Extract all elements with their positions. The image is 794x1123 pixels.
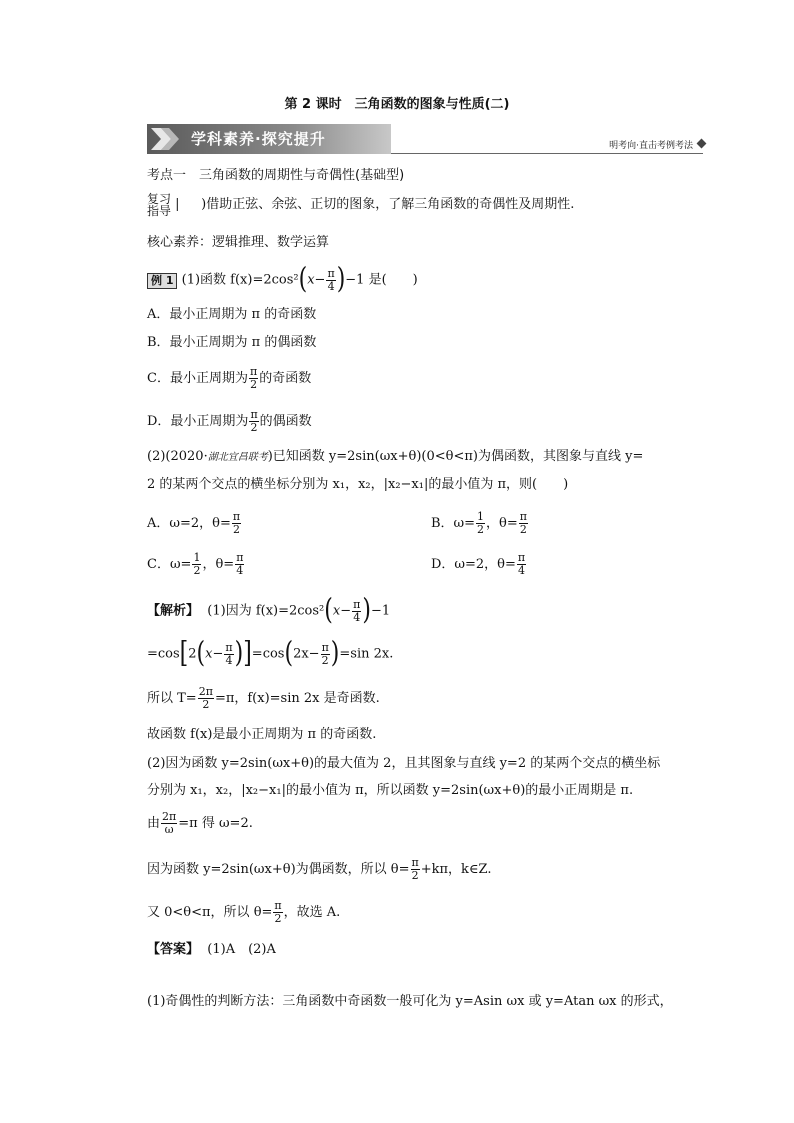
review-label-1: 复习 [147,192,172,206]
example2-option-c: C．ω= $\frac{1}{2}$ ，θ= $\frac{\pi}{4}$ [147,551,244,577]
fraction: $\frac{\pi}{2}$ [250,408,258,434]
chevron-arrows-icon [151,128,181,150]
review-label-2: 指导 [147,204,172,218]
diamond-icon [697,139,707,149]
solution-line-6: 分别为 x₁，x₂，|x₂−x₁|的最小值为 π，所以函数 y=2sin(ωx+θ)的最小正周期是 π. [147,783,634,798]
core-literacy: 核心素养：逻辑推理、数学运算 [147,235,330,250]
review-bracket: | [175,197,180,212]
source-tag: 湖北宜昌联考 [207,452,268,463]
fraction: $\frac{\pi}{4}$ [327,266,335,293]
note-line: (1)奇偶性的判断方法：三角函数中奇函数一般可化为 y=Asin ωx 或 y=Atan ωx 的形式， [147,994,673,1009]
review-guide [147,193,574,217]
example-badge: 例 1 [147,273,177,289]
banner-title: 学科素养·探究提升 [191,130,326,148]
solution-line-9: 又 0<θ<π，所以 θ= $\frac{\pi}{2}$ ，故选 A. [147,899,341,925]
solution-label: 【解析】 [147,603,200,619]
solution-line-2: =cos[2(x− $\frac{\pi}{4}$ )]=cos(2x− $\frac{\pi}{2}$ )=sin 2x. [147,637,394,670]
example1-option-c: C．最小正周期为 $\frac{\pi}{2}$ 的奇函数 [147,365,312,391]
solution-line-1: 【解析】 (1)因为 f(x)=2cos²(x− $\frac{\pi}{4}$ )−1 [147,594,391,627]
answer-label: 【答案】 [147,942,200,957]
solution-line-8: 因为函数 y=2sin(ωx+θ)为偶函数，所以 θ= $\frac{\pi}{2}$ +kπ，k∈Z. [147,856,492,882]
example2-option-d: D．ω=2，θ= $\frac{\pi}{4}$ [431,551,526,577]
answer-line [147,941,276,959]
example1-option-d: D．最小正周期为 $\frac{\pi}{2}$ 的偶函数 [147,408,312,434]
banner-underline [391,153,703,154]
example2-stem-line2: 2 的某两个交点的横坐标分别为 x₁，x₂，|x₂−x₁|的最小值为 π，则( ) [147,477,569,492]
section-heading: 考点一 三角函数的周期性与奇偶性(基础型) [147,168,405,183]
example2-option-a: A．ω=2，θ= $\frac{\pi}{2}$ [147,510,241,536]
example2-option-b: B．ω= $\frac{1}{2}$ ，θ= $\frac{\pi}{2}$ [431,510,528,536]
section-banner [147,124,707,156]
banner-bar [147,124,391,154]
example1-option-a: A．最小正周期为 π 的奇函数 [147,307,317,322]
solution-line-3: 所以 T= $\frac{2\pi}{2}$ =π，f(x)=sin 2x 是奇函数. [147,685,380,711]
example1-option-b: B．最小正周期为 π 的偶函数 [147,335,317,350]
example2-stem-line1: (2)(2020·湖北宜昌联考)已知函数 y=2sin(ωx+θ)(0<θ<π)为偶函数，其图象与直线 y= [147,449,644,464]
review-text: )借助正弦、余弦、正切的图象，了解三角函数的奇偶性及周期性. [201,197,575,212]
banner-subtitle: 明考向·直击考例考法 [609,141,693,151]
solution-line-4: 故函数 f(x)是最小正周期为 π 的奇函数. [147,727,377,742]
answer-text: (1)A (2)A [207,942,276,957]
page-title: 第 2 课时 三角函数的图象与性质(二) [284,97,510,112]
example1-stem: 例 1 (1)函数 f(x)=2cos²(x− $\frac{\pi}{4}$ )−1 是( ) [147,266,418,295]
solution-line-5: (2)因为函数 y=2sin(ωx+θ)的最大值为 2，且其图象与直线 y=2 的某两个交点的横坐标 [147,756,661,771]
solution-line-7: 由 $\frac{2\pi}{\omega}$ =π 得 ω=2. [147,810,253,836]
fraction: $\frac{\pi}{2}$ [249,365,258,391]
